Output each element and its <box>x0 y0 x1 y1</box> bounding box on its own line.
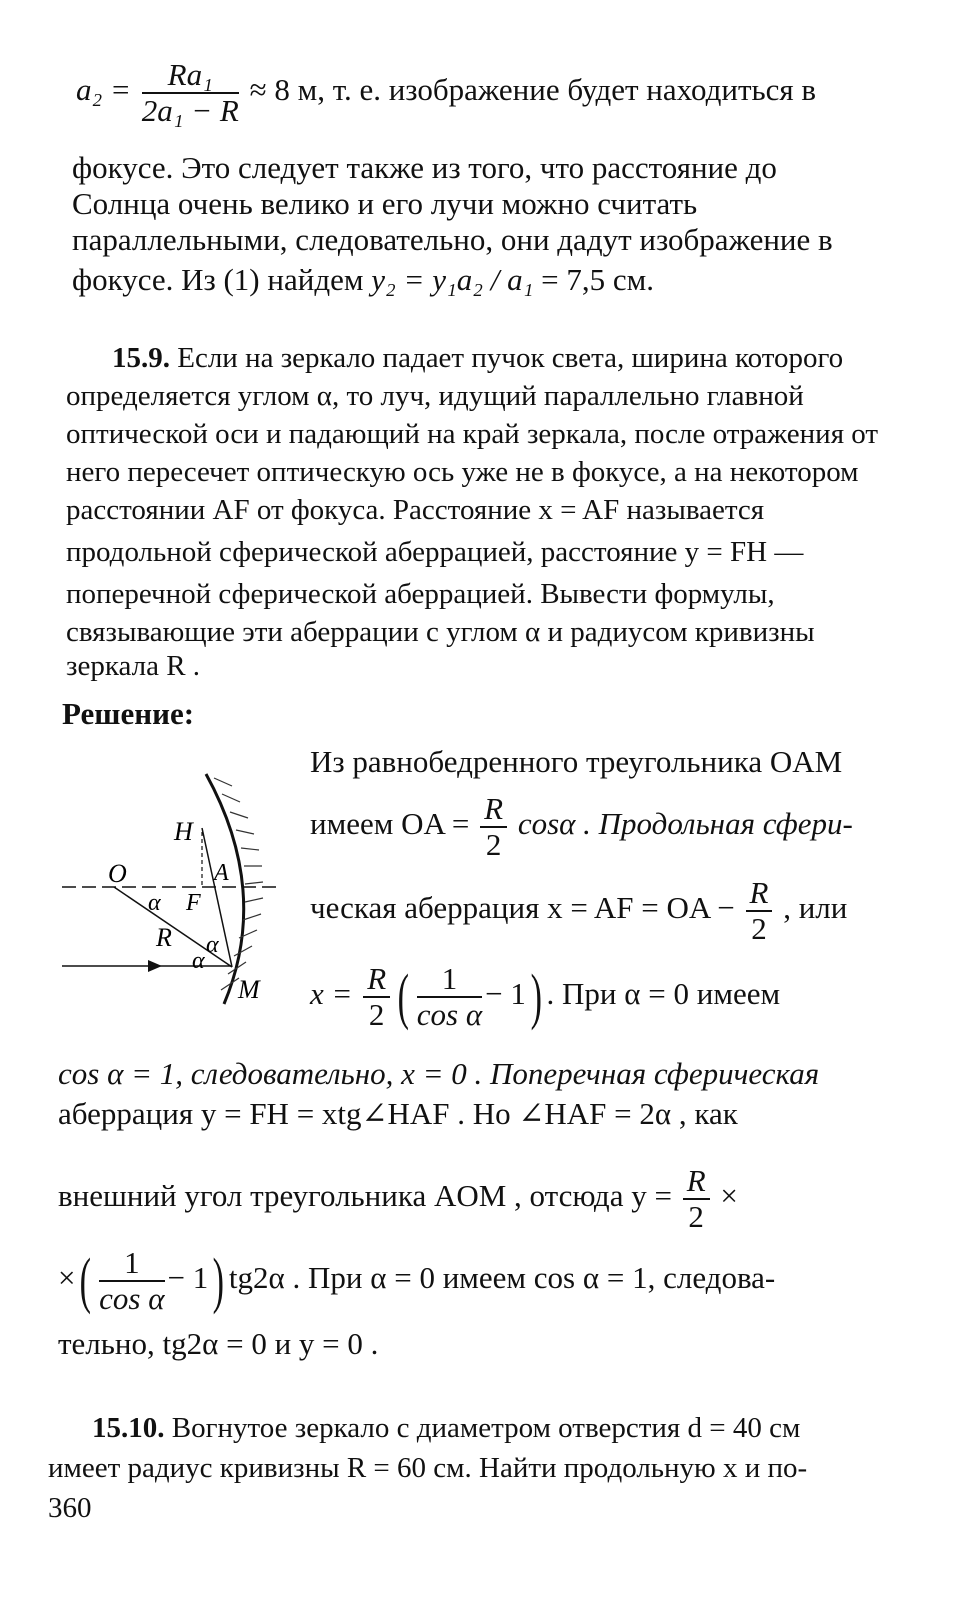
sol-l8-c: tg2α . При α = 0 имеем cos α = 1, следова- <box>228 1260 776 1296</box>
top-formula-line <box>76 58 938 128</box>
problem-15-9-line-8: связывающие эти аберрации с углом α и радиусом кривизны <box>66 616 815 648</box>
formula-lhs: a₂ = <box>76 72 131 108</box>
problem-15-10-number: 15.10. <box>92 1412 165 1444</box>
para1-line-2: Солнца очень велико и его лучи можно считать <box>72 186 698 221</box>
problem-15-9-line-7: поперечной сферической аберрацией. Вывести формулы, <box>66 578 775 610</box>
sol-l7-num: R <box>683 1164 710 1200</box>
solution-line-2 <box>310 792 853 862</box>
sol-l7-fraction <box>683 1164 710 1234</box>
left-paren: ( <box>397 963 410 1031</box>
label-alpha-1: α <box>148 890 161 916</box>
sol-l4-c: . При α = 0 имеем <box>546 976 781 1012</box>
sol-l4-inner-den: cos α <box>416 997 483 1032</box>
problem-15-10-line-1 <box>92 1410 800 1446</box>
mirror-diagram <box>56 762 296 1022</box>
problem-15-9-line-5: расстоянии AF от фокуса. Расстояние x = AF называется <box>66 494 765 526</box>
sol-l4-fraction <box>363 962 390 1032</box>
sol-l4-den: 2 <box>368 997 385 1032</box>
fraction-denominator: 2a₁ − R <box>141 93 239 128</box>
sol-l4-inner-fraction <box>417 962 482 1032</box>
problem-15-9-line-9: зеркала R . <box>66 650 201 682</box>
sol-l3-fraction <box>746 876 773 946</box>
label-R: R <box>156 923 172 952</box>
label-F: F <box>186 890 201 916</box>
label-alpha-2: α <box>206 932 219 958</box>
sol-l3-a: ческая аберрация x = AF = OA − <box>310 890 735 926</box>
right-paren-2: ) <box>212 1247 225 1315</box>
solution-line-6: аберрация y = FH = xtg∠HAF . Но ∠HAF = 2α , как <box>58 1096 738 1131</box>
sol-l8-num: 1 <box>99 1246 164 1282</box>
sol-l3-den: 2 <box>751 911 767 946</box>
sol-l4-b: − 1 <box>485 976 526 1012</box>
sol-l2-b: cosα . Продольная сфери- <box>517 806 853 842</box>
problem-15-9-line-3: оптической оси и падающий на край зеркала, после отражения от <box>66 418 879 450</box>
problem-15-10-line-2: имеет радиус кривизны R = 60 см. Найти продольную x и по- <box>48 1452 808 1484</box>
sol-l7-a: внешний угол треугольника AOM , отсюда y = <box>58 1178 672 1214</box>
formula-fraction <box>142 58 239 128</box>
problem-15-9-line-4: него пересечет оптическую ось уже не в фокусе, а на некотором <box>66 456 859 488</box>
right-paren: ) <box>530 963 542 1031</box>
para1-formula: y₂ = y₁a₂ / a₁ <box>371 262 534 297</box>
para1-last-text: фокусе. Из (1) найдем <box>72 262 372 297</box>
problem-15-9-text-1: Если на зеркало падает пучок света, ширина которого <box>170 342 844 374</box>
ray-arrowhead <box>148 960 162 972</box>
solution-heading: Решение: <box>62 696 195 731</box>
sol-l4-num: R <box>363 962 390 998</box>
mirror-arc <box>206 774 244 1004</box>
label-alpha-3: α <box>192 948 205 974</box>
sol-l2-den: 2 <box>485 827 502 862</box>
sol-l7-den: 2 <box>688 1199 704 1234</box>
left-paren-2: ( <box>80 1247 92 1315</box>
solution-line-7 <box>58 1164 738 1234</box>
solution-line-8 <box>58 1246 775 1316</box>
para1-line-4 <box>72 262 654 298</box>
problem-15-9-line-2: определяется углом α, то луч, идущий параллельно главной <box>66 380 804 412</box>
label-A: A <box>214 860 229 886</box>
problem-15-9-line-6: продольной сферической аберрацией, расстояние y = FH — <box>66 536 804 568</box>
page-number: 360 <box>48 1492 92 1524</box>
sol-l3-b: , или <box>783 890 848 926</box>
label-M: M <box>238 975 260 1004</box>
problem-15-10-text-1: Вогнутое зеркало с диаметром отверстия d = 40 см <box>164 1412 801 1444</box>
sol-l8-pre: × <box>58 1260 76 1296</box>
problem-15-9-number: 15.9. <box>112 342 170 374</box>
sol-l2-a: имеем OA = <box>310 806 470 842</box>
sol-l8-b: − 1 <box>167 1260 209 1296</box>
solution-line-4 <box>310 962 780 1032</box>
sol-l2-num: R <box>480 792 507 828</box>
solution-heading-text: Решение <box>62 696 184 731</box>
para1-value: = 7,5 см. <box>533 262 655 297</box>
solution-line-1: Из равнобедренного треугольника OAM <box>310 744 843 779</box>
sol-l4-a: x = <box>310 976 353 1012</box>
sol-l2-fraction <box>480 792 507 862</box>
label-O: O <box>108 859 127 888</box>
sol-l4-inner-num: 1 <box>417 962 482 998</box>
fraction-numerator: Ra₁ <box>142 58 239 94</box>
label-H: H <box>174 817 193 846</box>
formula-tail: ≈ 8 м, т. е. изображение будет находиться в <box>249 72 817 108</box>
para1-line-1: фокусе. Это следует также из того, что расстояние до <box>72 150 777 185</box>
solution-line-3 <box>310 876 847 946</box>
sol-l7-b: × <box>720 1178 738 1214</box>
solution-line-9: тельно, tg2α = 0 и y = 0 . <box>58 1326 379 1361</box>
sol-l3-num: R <box>746 876 773 912</box>
para1-line-3: параллельными, следовательно, они дадут изображение в <box>72 222 833 257</box>
sol-l8-den: cos α <box>99 1281 165 1316</box>
problem-15-9-line-1 <box>112 340 843 376</box>
solution-line-5: cos α = 1, следовательно, x = 0 . Поперечная сферическая <box>58 1056 820 1091</box>
sol-l8-fraction <box>99 1246 164 1316</box>
